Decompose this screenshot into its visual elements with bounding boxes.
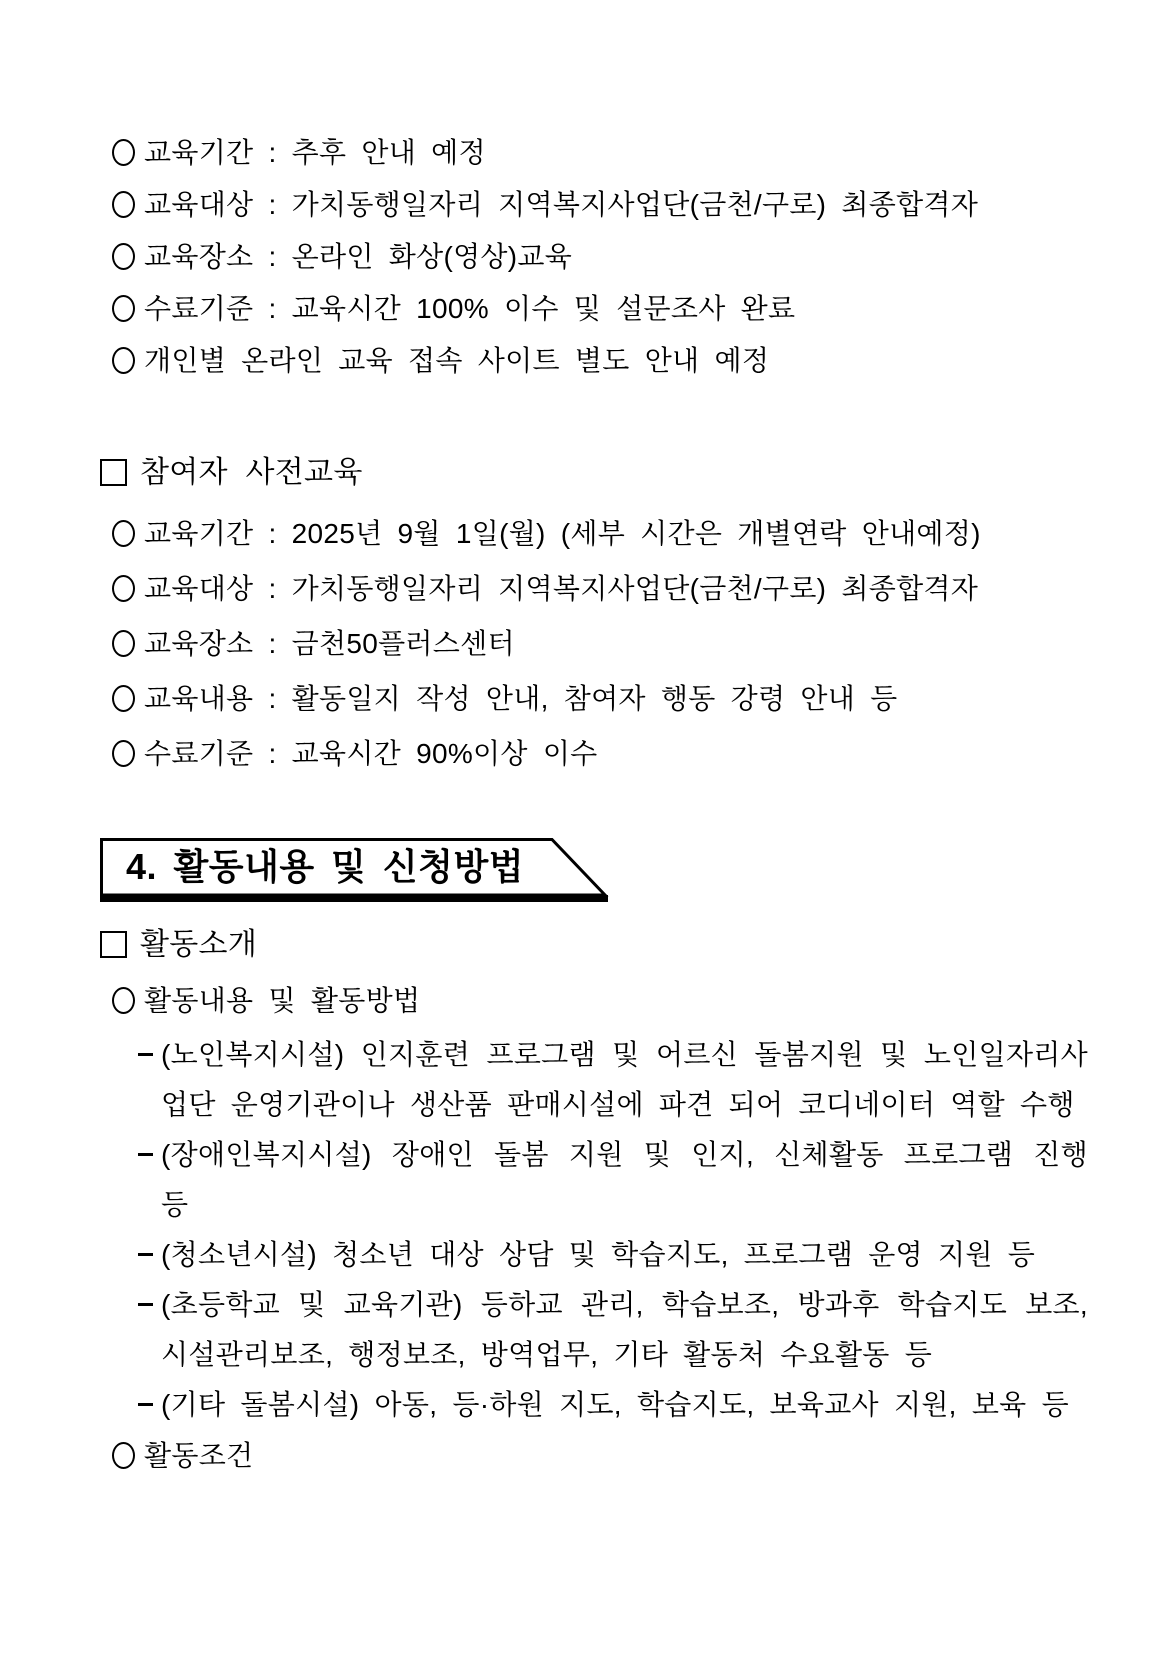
circle-bullet-icon [112, 347, 135, 374]
circle-bullet-icon [112, 191, 135, 218]
activity-condition-row [110, 1430, 1088, 1482]
online-education-list [110, 127, 1088, 387]
list-item-text: 수료기준 : 교육시간 90%이상 이수 [144, 738, 598, 769]
list-item-text: (장애인복지시설) 장애인 돌봄 지원 및 인지, 신체활동 프로그램 진행 등 [161, 1139, 1104, 1220]
activity-dash-list [110, 1030, 1104, 1430]
list-item-text: 교육대상 : 가치동행일자리 지역복지사업단(금천/구로) 최종합격자 [144, 573, 979, 604]
list-item-text: 수료기준 : 교육시간 100% 이수 및 설문조사 완료 [144, 293, 796, 324]
list-item-text: 교육장소 : 온라인 화상(영상)교육 [144, 241, 573, 272]
list-item-text: 교육내용 : 활동일지 작성 안내, 참여자 행동 강령 안내 등 [144, 683, 898, 714]
activity-method-row [110, 975, 1088, 1027]
circle-bullet-icon [112, 520, 135, 547]
section4-banner [100, 838, 610, 904]
circle-bullet-icon [112, 1442, 135, 1469]
list-item-text: 교육기간 : 추후 안내 예정 [144, 137, 486, 168]
list-item-text: (청소년시설) 청소년 대상 상담 및 학습지도, 프로그램 운영 지원 등 [161, 1239, 1036, 1270]
list-item-text: 개인별 온라인 교육 접속 사이트 별도 안내 예정 [144, 345, 770, 376]
activity-intro-title: 활동소개 [140, 928, 258, 961]
dash-bullet-icon [138, 1403, 153, 1406]
list-item-text: (기타 돌봄시설) 아동, 등·하원 지도, 학습지도, 보육교사 지원, 보육 등 [161, 1389, 1069, 1420]
activity-method-title: 활동내용 및 활동방법 [144, 985, 421, 1016]
list-item [110, 127, 1088, 179]
circle-bullet-icon [112, 630, 135, 657]
circle-bullet-icon [112, 575, 135, 602]
dash-bullet-icon [138, 1303, 153, 1306]
dash-bullet-icon [138, 1053, 153, 1056]
list-item [110, 726, 1088, 781]
list-item-text: 교육대상 : 가치동행일자리 지역복지사업단(금천/구로) 최종합격자 [144, 189, 979, 220]
list-item [110, 179, 1088, 231]
document-content [110, 127, 1104, 1482]
dash-bullet-icon [138, 1253, 153, 1256]
list-item [110, 1030, 1088, 1130]
activity-intro-header [100, 917, 1088, 973]
section4-banner-title: 4. 활동내용 및 신청방법 [126, 846, 525, 887]
pre-education-section-header [100, 445, 1088, 501]
list-item [110, 231, 1088, 283]
circle-bullet-icon [112, 295, 135, 322]
circle-bullet-icon [112, 243, 135, 270]
list-item [110, 1380, 1088, 1430]
circle-bullet-icon [112, 987, 135, 1014]
list-item [110, 1130, 1104, 1230]
dash-bullet-icon [138, 1153, 153, 1156]
list-item [110, 1230, 1088, 1280]
list-item [110, 616, 1088, 671]
pre-education-section-title: 참여자 사전교육 [140, 456, 363, 489]
square-bullet-icon [100, 459, 127, 486]
circle-bullet-icon [112, 740, 135, 767]
list-item-text: 교육장소 : 금천50플러스센터 [144, 628, 515, 659]
list-item [110, 1280, 1104, 1380]
list-item [110, 283, 1088, 335]
circle-bullet-icon [112, 685, 135, 712]
list-item-text: (초등학교 및 교육기관) 등하교 관리, 학습보조, 방과후 학습지도 보조, 시설관리보조, 행정보조, 방역업무, 기타 활동처 수요활동 등 [161, 1289, 1104, 1370]
square-bullet-icon [100, 931, 127, 958]
activity-condition-title: 활동조건 [144, 1440, 254, 1471]
pre-education-list [110, 506, 1088, 781]
list-item [110, 335, 1088, 387]
list-item [110, 561, 1088, 616]
list-item-text: 교육기간 : 2025년 9월 1일(월) (세부 시간은 개별연락 안내예정) [144, 518, 981, 549]
list-item [110, 671, 1088, 726]
list-item [110, 506, 1088, 561]
list-item-text: (노인복지시설) 인지훈련 프로그램 및 어르신 돌봄지원 및 노인일자리사업단 운영기관이나 생산품 판매시설에 파견 되어 코디네이터 역할 수행 [161, 1039, 1088, 1120]
circle-bullet-icon [112, 139, 135, 166]
